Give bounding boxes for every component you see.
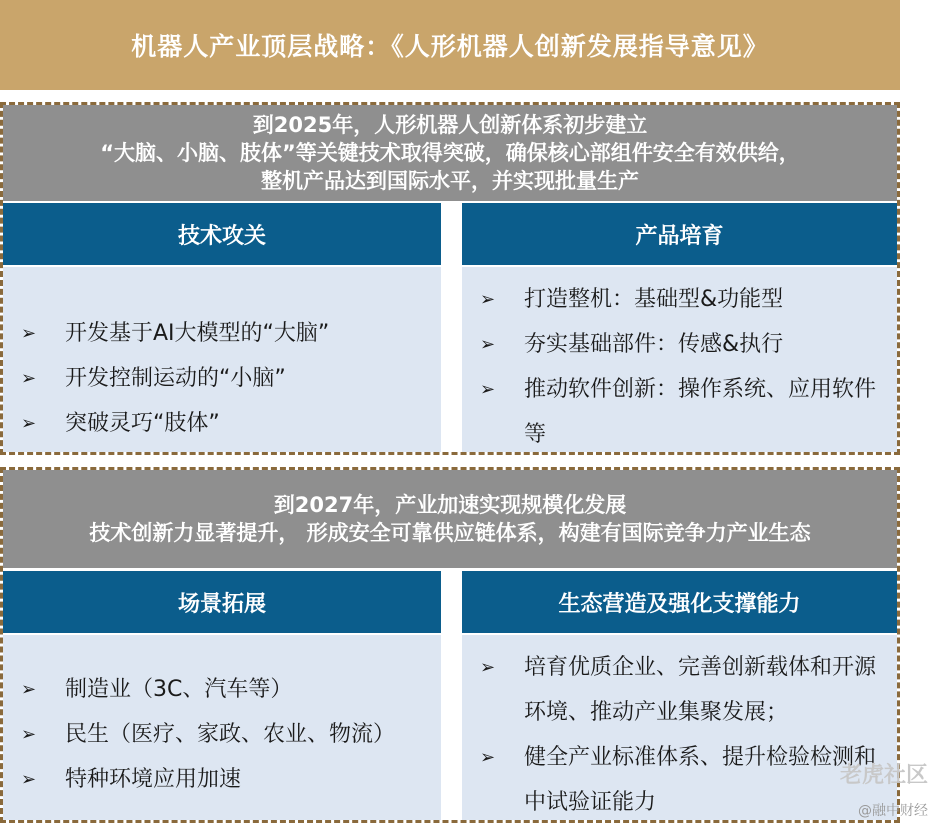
column-heading-tech: 技术攻关 [3, 203, 441, 265]
list-item-text: 开发基于AI大模型的“大脑” [65, 321, 330, 346]
list-item [462, 367, 897, 457]
list-item [3, 356, 441, 401]
list-item-text: 突破灵巧“肢体” [65, 411, 220, 436]
column-body-product [462, 267, 897, 452]
list-item [3, 401, 441, 446]
arrow-bullet-icon: ➢ [21, 679, 37, 700]
list-item-text: 民生（医疗、家政、农业、物流） [65, 722, 396, 747]
banner-line: 到2025年，人形机器人创新体系初步建立 [252, 113, 648, 137]
arrow-bullet-icon: ➢ [480, 334, 496, 355]
list-item-text: 推动软件创新：操作系统、应用软件等 [524, 377, 877, 447]
list-item [462, 645, 897, 735]
banner-line: 整机产品达到国际水平，并实现批量生产 [261, 169, 639, 193]
list-item-text: 特种环境应用加速 [65, 767, 242, 792]
watermark-source: @融中财经 [858, 803, 928, 819]
arrow-bullet-icon: ➢ [21, 323, 37, 344]
list-item [3, 667, 441, 712]
section-2027 [0, 467, 900, 823]
list-item-text: 开发控制运动的“小脑” [65, 366, 286, 391]
section-banner-2027 [3, 470, 897, 568]
list-item-text: 打造整机：基础型&功能型 [524, 287, 784, 312]
arrow-bullet-icon: ➢ [21, 368, 37, 389]
arrow-bullet-icon: ➢ [480, 657, 496, 678]
section-2025 [0, 102, 900, 455]
arrow-bullet-icon: ➢ [21, 413, 37, 434]
list-item [462, 735, 897, 825]
section-banner-2025 [3, 105, 897, 201]
list-item [3, 311, 441, 356]
list-item-text: 健全产业标准体系、提升检验检测和中试验证能力 [524, 745, 877, 815]
list-item [3, 757, 441, 802]
column-body-tech [3, 267, 441, 452]
list-item [462, 277, 897, 322]
watermark-logo: 老虎社区 [839, 763, 928, 788]
list-item [3, 712, 441, 757]
banner-line: “大脑、小脑、肢体”等关键技术取得突破，确保核心部组件安全有效供给， [100, 141, 800, 165]
arrow-bullet-icon: ➢ [480, 379, 496, 400]
column-heading-scenarios: 场景拓展 [3, 571, 441, 633]
arrow-bullet-icon: ➢ [480, 289, 496, 310]
column-body-ecosystem [462, 635, 897, 820]
list-item-text: 培育优质企业、完善创新载体和开源环境、推动产业集聚发展； [524, 655, 877, 725]
list-item [462, 322, 897, 367]
arrow-bullet-icon: ➢ [21, 724, 37, 745]
page-title: 机器人产业顶层战略：《人形机器人创新发展指导意见》 [0, 0, 900, 90]
column-body-scenarios [3, 635, 441, 820]
list-item-text: 制造业（3C、汽车等） [65, 677, 293, 702]
banner-line: 到2027年，产业加速实现规模化发展 [273, 493, 627, 517]
banner-line: 技术创新力显著提升， 形成安全可靠供应链体系，构建有国际竞争力产业生态 [89, 521, 811, 545]
arrow-bullet-icon: ➢ [480, 747, 496, 768]
arrow-bullet-icon: ➢ [21, 769, 37, 790]
column-heading-ecosystem: 生态营造及强化支撑能力 [462, 571, 897, 633]
list-item-text: 夯实基础部件：传感&执行 [524, 332, 784, 357]
column-heading-product: 产品培育 [462, 203, 897, 265]
